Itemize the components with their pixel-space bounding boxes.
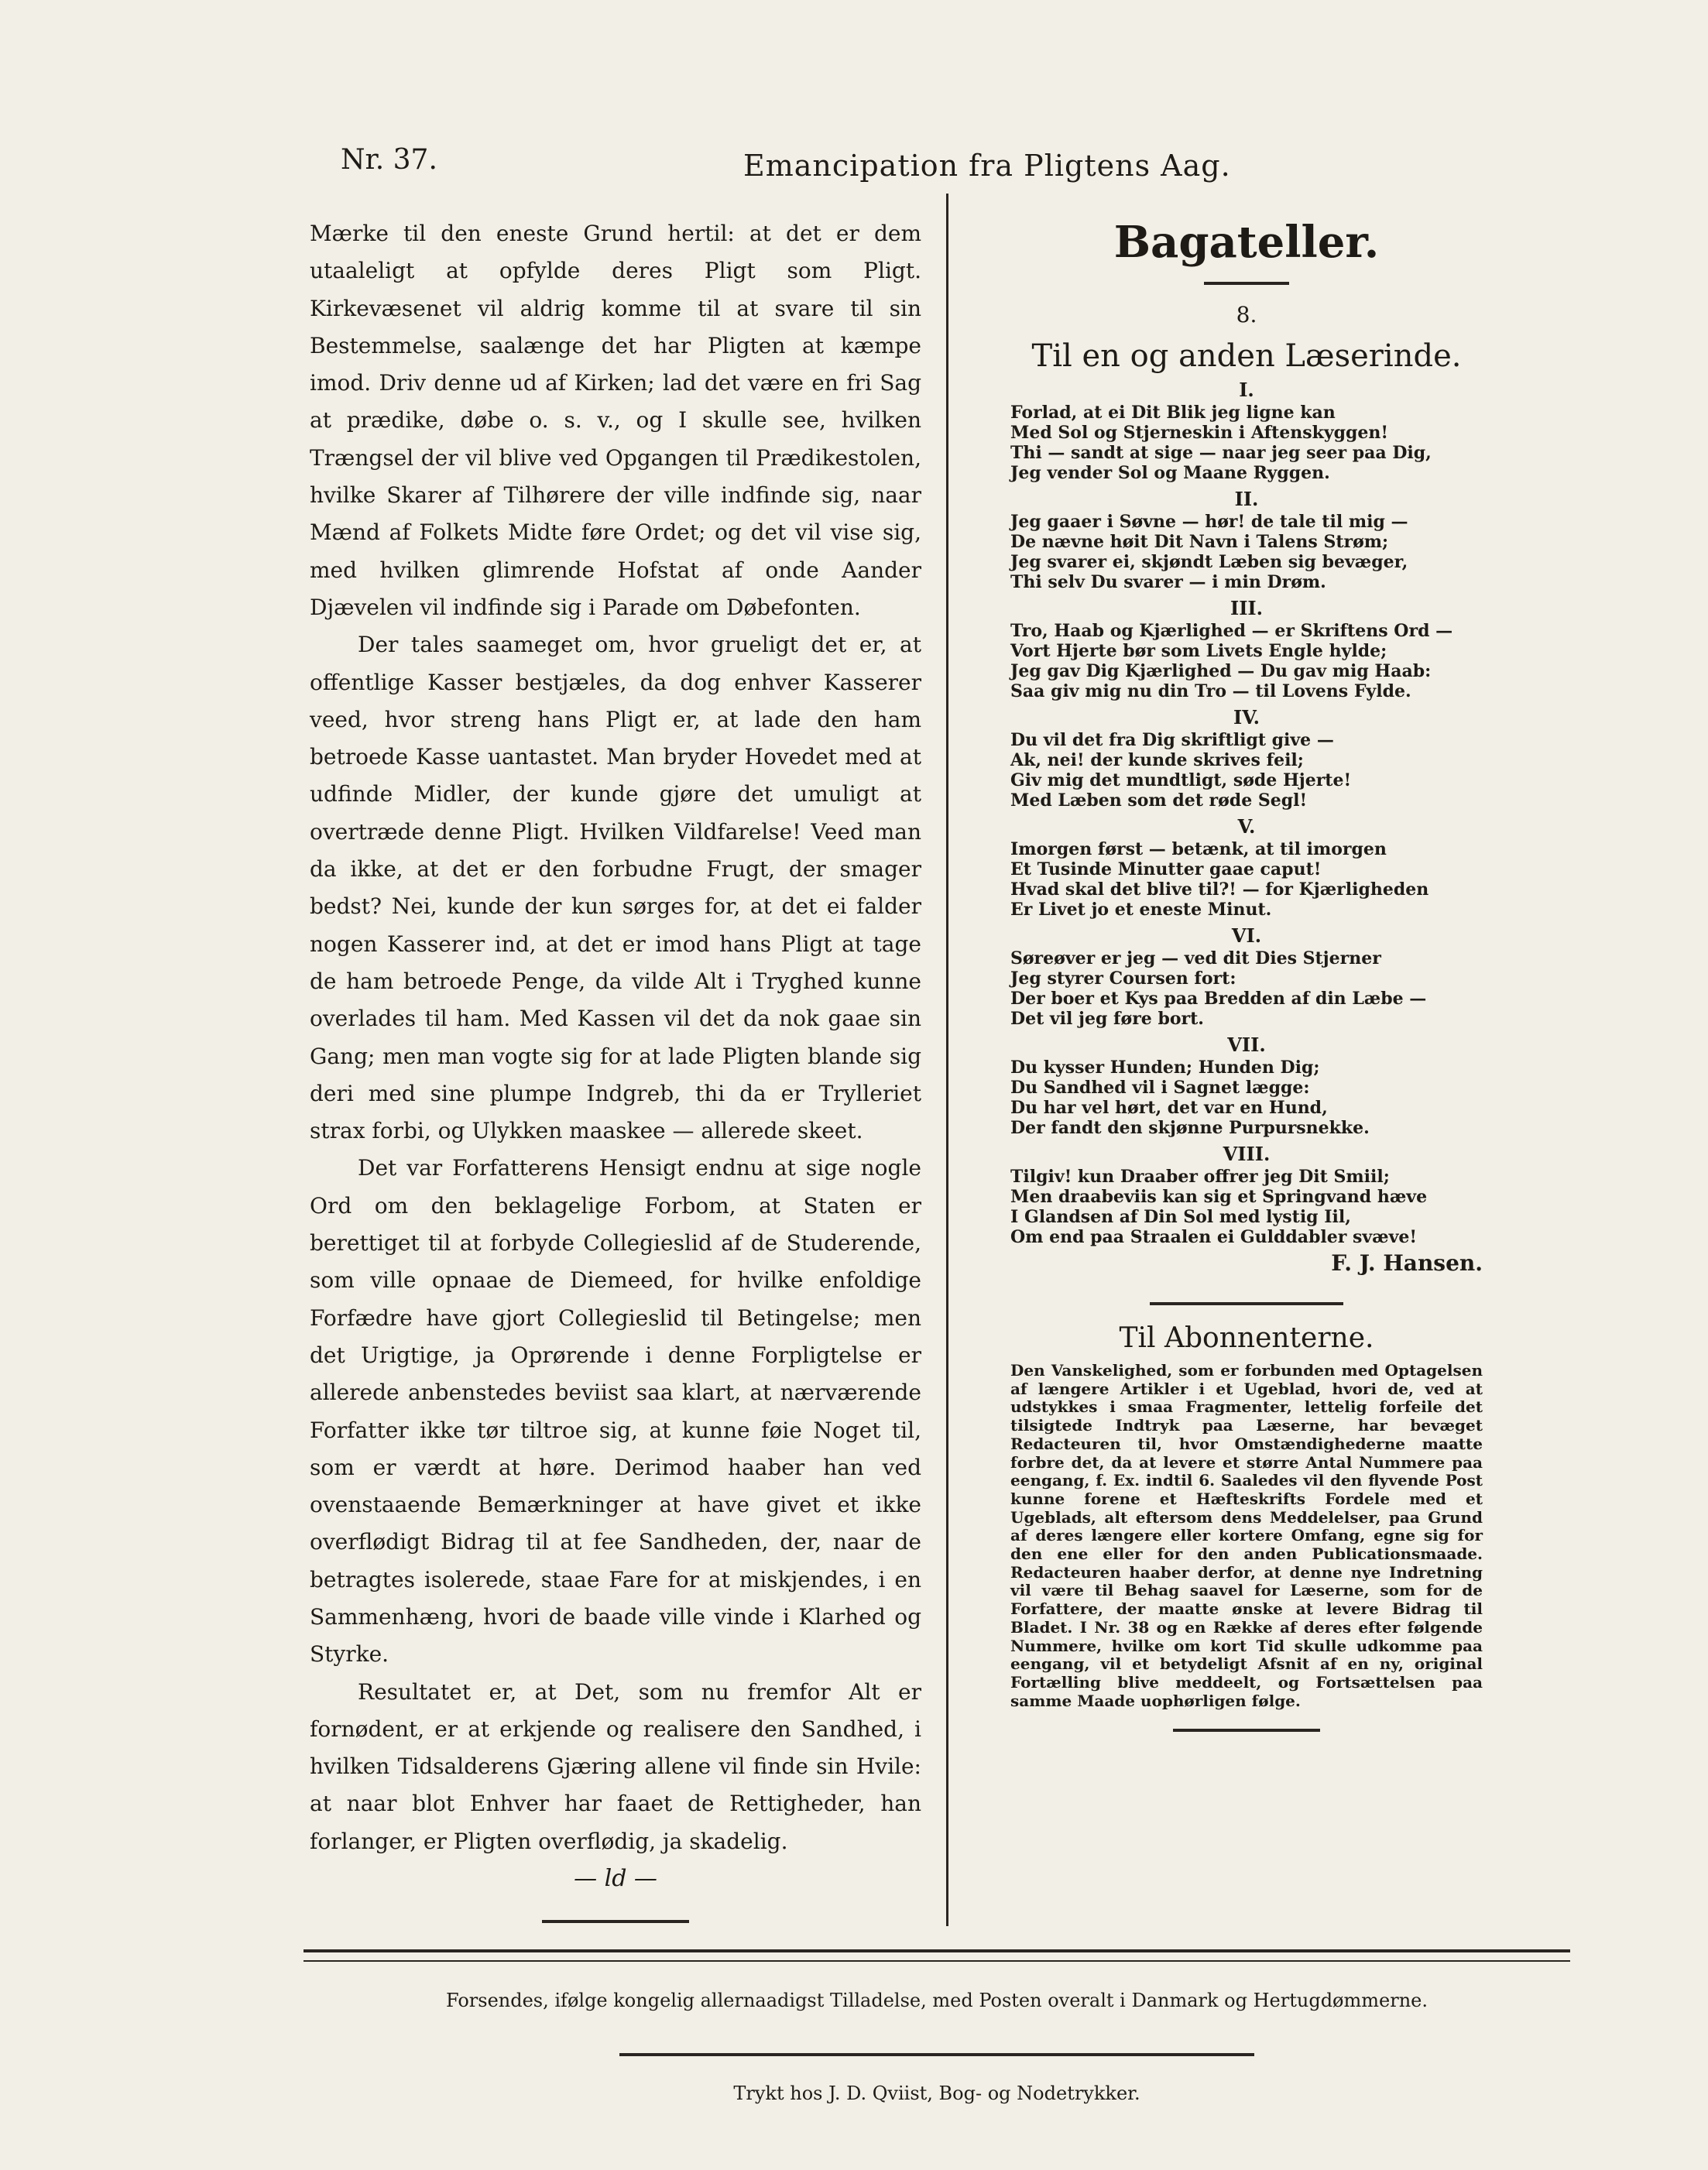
- column-divider: [946, 194, 948, 1926]
- page-title: Emancipation fra Pligtens Aag.: [743, 149, 1231, 183]
- poem-line: Thi — sandt at sige — naar jeg seer paa Dig,: [1010, 443, 1432, 463]
- notice-end-rule: [1173, 1729, 1320, 1732]
- poem-line: De nævne høit Dit Navn i Talens Strøm;: [1010, 532, 1389, 552]
- stanza: [1010, 488, 1483, 592]
- notice-text: Den Vanskelighed, som er forbunden med Optagelsen af længere Artikler i et Ugeblad, hvori de, ved at udstykkes i smaa Fragmenter, lettelig forfeile det tilsigtede Indtryk paa Læserne, har bevæget Redacteuren til, hvor Omstændighederne maatte forbre det, da at levere et større Antal Nummere paa eengang, f. Ex. indtil 6. Saaledes vil den flyvende Post kunne forene et Hæfteskrifts Fordele med et Ugeblads, alt eftersom dens Meddelelser, paa Grund af deres længere eller kortere Omfang, egne sig for den ene eller for den anden Publicationsmaade. Redacteuren haaber derfor, at denne nye Indretning vil være til Behag saavel for Læserne, som for de Forfattere, der maatte ønske at levere Bidrag til Bladet. I Nr. 38 og en Række af deres efter følgende Nummere, hvilke om kort Tid skulle udkomme paa eengang, vil et betydeligt Afsnit af en ny, original Fortælling blive meddeelt, og Fortsættelsen paa samme Maade uophørligen følge.: [1010, 1361, 1483, 1710]
- stanza-number: VII.: [1227, 1034, 1266, 1056]
- stanza: [1010, 706, 1483, 811]
- stanza: [1010, 379, 1483, 483]
- poem-line: Giv mig det mundtligt, søde Hjerte!: [1010, 770, 1352, 790]
- poem-end-rule: [1150, 1302, 1343, 1305]
- poem-line: Ak, nei! der kunde skrives feil;: [1010, 750, 1304, 770]
- poem-line: Det vil jeg føre bort.: [1010, 1009, 1204, 1029]
- section-title-rule: [1204, 282, 1289, 285]
- poem-line: Jeg svarer ei, skjøndt Læben sig bevæger,: [1010, 552, 1408, 572]
- stanza: [1010, 815, 1483, 920]
- left-end-rule: [542, 1920, 689, 1923]
- distribution-note: Forsendes, ifølge kongelig allernaadigst Tilladelse, med Posten overalt i Danmark og Hertugdømmerne.: [446, 1990, 1428, 2011]
- poem-line: Du Sandhed vil i Sagnet lægge:: [1010, 1078, 1310, 1098]
- poem-line: Tro, Haab og Kjærlighed — er Skriftens Ord —: [1010, 621, 1453, 641]
- left-signature: — ld —: [574, 1865, 657, 1893]
- section-title: Bagateller.: [1113, 217, 1380, 268]
- footer-mid-rule: [619, 2053, 1254, 2056]
- poem-line: Du kysser Hunden; Hunden Dig;: [1010, 1058, 1320, 1078]
- stanza-number: VIII.: [1223, 1143, 1271, 1165]
- poem-line: Du har vel hørt, det var en Hund,: [1010, 1098, 1328, 1118]
- issue-number: Nr. 37.: [341, 144, 437, 176]
- stanza-number: V.: [1237, 815, 1256, 838]
- poem-line: Forlad, at ei Dit Blik jeg ligne kan: [1010, 403, 1336, 423]
- stanza: [1010, 924, 1483, 1029]
- poem-line: Thi selv Du svarer — i min Drøm.: [1010, 572, 1326, 592]
- right-column: [1010, 215, 1483, 1732]
- printer-note: Trykt hos J. D. Qviist, Bog- og Nodetrykker.: [733, 2083, 1140, 2104]
- stanza-number: IV.: [1233, 706, 1260, 728]
- poem-line: Jeg vender Sol og Maane Ryggen.: [1010, 463, 1330, 483]
- poem-line: Med Læben som det røde Segl!: [1010, 790, 1308, 811]
- poem-line: Men draabeviis kan sig et Springvand hæve: [1010, 1187, 1428, 1207]
- stanza-number: II.: [1234, 488, 1259, 510]
- footer-rule-thin: [304, 1960, 1570, 1962]
- stanza-number: VI.: [1231, 924, 1262, 947]
- poem-line: Et Tusinde Minutter gaae caput!: [1010, 859, 1322, 879]
- notice-title: Til Abonnenterne.: [1119, 1322, 1374, 1354]
- poem-line: Hvad skal det blive til?! — for Kjærligheden: [1010, 879, 1429, 900]
- poem-author: F. J. Hansen.: [1331, 1250, 1483, 1276]
- stanza-number: I.: [1239, 379, 1254, 401]
- poem-line: Saa giv mig nu din Tro — til Lovens Fylde.: [1010, 681, 1411, 701]
- stanza: [1010, 1143, 1483, 1247]
- poem-line: Der boer et Kys paa Bredden af din Læbe —: [1010, 989, 1427, 1009]
- stanza-number: III.: [1230, 597, 1264, 619]
- poem-line: Jeg styrer Coursen fort:: [1010, 968, 1236, 989]
- poem-line: Tilgiv! kun Draaber offrer jeg Dit Smiil;: [1010, 1167, 1390, 1187]
- stanza: [1010, 597, 1483, 701]
- stanza: [1010, 1034, 1483, 1138]
- poem-line: Imorgen først — betænk, at til imorgen: [1010, 839, 1387, 859]
- left-paragraph-1: Mærke til den eneste Grund hertil: at det er dem utaaleligt at opfylde deres Pligt som Pligt. Kirkevæsenet vil aldrig komme til at svare til sin Bestemmelse, saalænge det har Pligten at kæmpe imod. Driv denne ud af Kirken; lad det være en fri Sag at prædike, døbe o. s. v., og I skulle see, hvilken Trængsel der vil blive ved Opgangen til Prædikestolen, hvilke Skarer af Tilhørere der ville indfinde sig, naar Mænd af Folkets Midte føre Ordet; og det vil vise sig, med hvilken glimrende Hofstat af onde Aander Djævelen vil indfinde sig i Parade om Døbefonten.: [310, 221, 921, 620]
- poem-line: Med Sol og Stjerneskin i Aftenskyggen!: [1010, 423, 1389, 443]
- left-column: [310, 215, 921, 1923]
- footer-rule: [304, 1949, 1570, 1952]
- poem-title: Til en og anden Læserinde.: [1031, 338, 1462, 374]
- poem-line: Jeg gaaer i Søvne — hør! de tale til mig —: [1010, 512, 1408, 532]
- poem-line: Er Livet jo et eneste Minut.: [1010, 900, 1272, 920]
- poem-line: Jeg gav Dig Kjærlighed — Du gav mig Haab:: [1010, 661, 1432, 681]
- section-number: 8.: [1236, 302, 1257, 327]
- poem-line: Om end paa Straalen ei Gulddabler svæve!: [1010, 1227, 1418, 1247]
- poem-line: Der fandt den skjønne Purpursnekke.: [1010, 1118, 1370, 1138]
- left-paragraph-2: Der tales saameget om, hvor grueligt det er, at offentlige Kasser bestjæles, da dog enhver Kasserer veed, hvor streng hans Pligt er, at lade den ham betroede Kasse uantastet. Man bryder Hovedet med at udfinde Midler, der kunde gjøre det umuligt at overtræde denne Pligt. Hvilken Vildfarelse! Veed man da ikke, at det er den forbudne Frugt, der smager bedst? Nei, kunde der kun sørges for, at det ei falder nogen Kasserer ind, at det er imod hans Pligt at tage de ham betroede Penge, da vilde Alt i Tryghed kunne overlades til ham. Med Kassen vil det da nok gaae sin Gang; men man vogte sig for at lade Pligten blande sig deri med sine plumpe Indgreb, thi da er Trylleriet strax forbi, og Ulykken maaskee — allerede skeet.: [310, 632, 921, 1144]
- poem-line: Du vil det fra Dig skriftligt give —: [1010, 730, 1334, 750]
- left-paragraph-3: Det var Forfatterens Hensigt endnu at sige nogle Ord om den beklagelige Forbom, at Staten er berettiget til at forbyde Collegieslid af de Studerende, som ville opnaae de Diemeed, for hvilke enfoldige Forfædre have gjort Collegieslid til Betingelse; men det Urigtige, ja Oprørende i denne Forpligtelse er allerede anbenstedes beviist saa klart, at nærværende Forfatter ikke tør tiltroe sig, at kunne føie Noget til, som er værdt at høre. Derimod haaber han ved ovenstaaende Bemærkninger at have givet et ikke overflødigt Bidrag til at fee Sandheden, der, naar de betragtes isolerede, staae Fare for at miskjendes, i en Sammenhæng, hvori de baade ville vinde i Klarhed og Styrke.: [310, 1155, 921, 1668]
- left-paragraph-4: Resultatet er, at Det, som nu fremfor Alt er fornødent, er at erkjende og realisere den Sandhed, i hvilken Tidsalderens Gjæring allene vil finde sin Hvile: at naar blot Enhver har faaet de Rettigheder, han forlanger, er Pligten overflødig, ja skadelig.: [310, 1678, 921, 1854]
- poem-line: Vort Hjerte bør som Livets Engle hylde;: [1010, 641, 1387, 661]
- poem-line: Søreøver er jeg — ved dit Dies Stjerner: [1010, 948, 1381, 968]
- poem-line: I Glandsen af Din Sol med lystig Iil,: [1010, 1207, 1351, 1227]
